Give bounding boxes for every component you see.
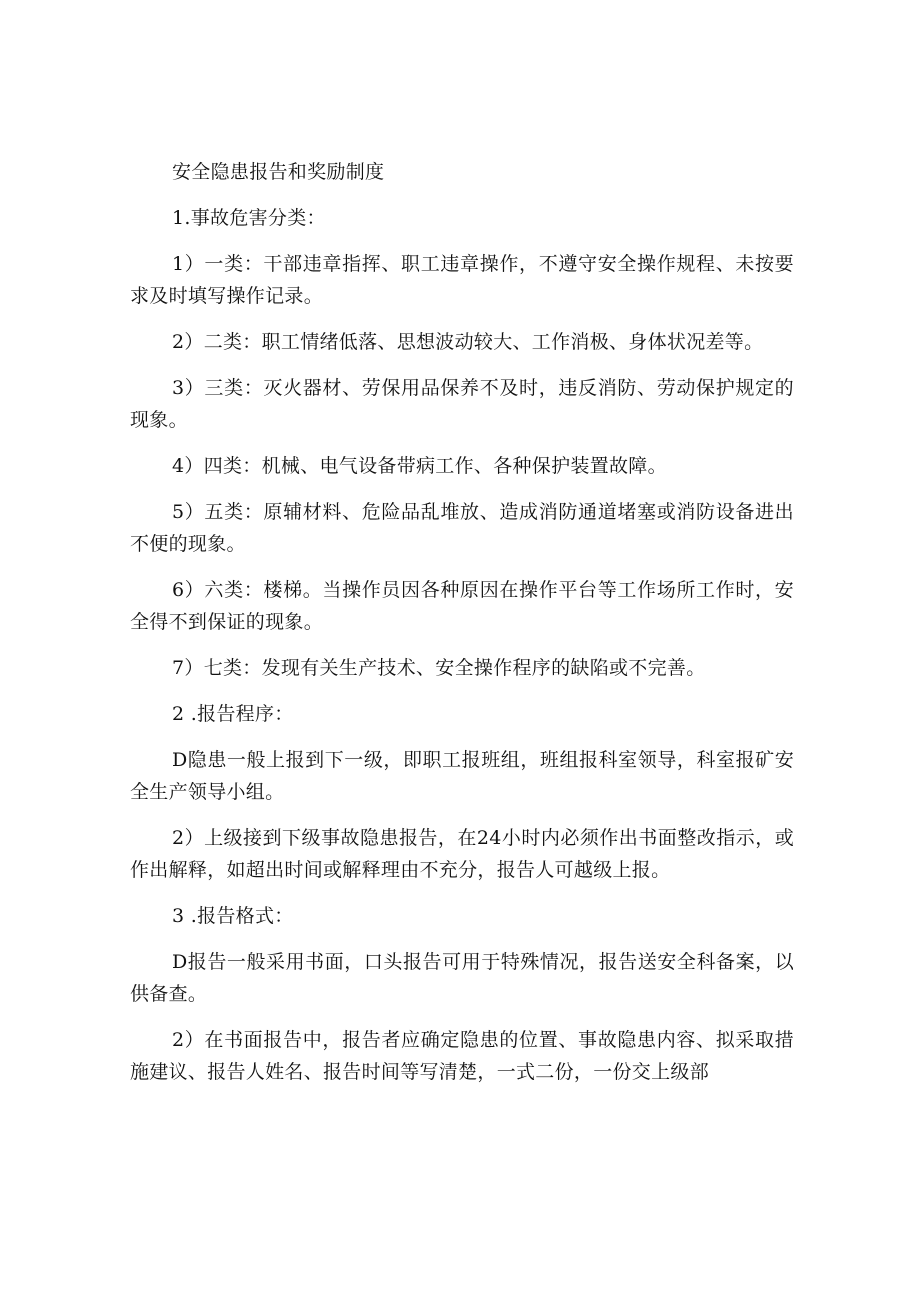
paragraph-format-2: 2）在书面报告中，报告者应确定隐患的位置、事故隐患内容、拟采取措施建议、报告人姓名、报告时间等写清楚，一式二份，一份交上级部 — [130, 1029, 794, 1083]
document-body — [130, 156, 794, 1102]
section-heading-classification: 1.事故危害分类： — [172, 207, 326, 229]
paragraph-class-1: 1）一类：干部违章指挥、职工违章操作，不遵守安全操作规程、未按要求及时填写操作记录。 — [130, 253, 794, 307]
paragraph-class-7: 7）七类：发现有关生产技术、安全操作程序的缺陷或不完善。 — [172, 657, 706, 679]
paragraph-class-4: 4）四类：机械、电气设备带病工作、各种保护装置故障。 — [172, 455, 667, 477]
paragraph-class-6: 6）六类：楼梯。当操作员因各种原因在操作平台等工作场所工作时，安全得不到保证的现象。 — [130, 579, 794, 633]
paragraph-class-5: 5）五类：原辅材料、危险品乱堆放、造成消防通道堵塞或消防设备进出不便的现象。 — [130, 501, 794, 555]
section-heading-format: 3 .报告格式： — [172, 905, 294, 927]
paragraph-format-1: D报告一般采用书面，口头报告可用于特殊情况，报告送安全科备案，以供备查。 — [130, 951, 794, 1005]
paragraph-procedure-2: 2）上级接到下级事故隐患报告，在24小时内必须作出书面整改指示，或作出解释，如超出时间或解释理由不充分，报告人可越级上报。 — [130, 827, 794, 881]
paragraph-class-3: 3）三类：灭火器材、劳保用品保养不及时，违反消防、劳动保护规定的现象。 — [130, 377, 794, 431]
paragraph-class-2: 2）二类：职工情绪低落、思想波动较大、工作消极、身体状况差等。 — [172, 331, 764, 353]
paragraph-procedure-1: D隐患一般上报到下一级，即职工报班组，班组报科室领导，科室报矿安全生产领导小组。 — [130, 749, 794, 803]
document-title: 安全隐患报告和奖励制度 — [172, 161, 385, 183]
section-heading-procedure: 2 .报告程序： — [172, 703, 294, 725]
